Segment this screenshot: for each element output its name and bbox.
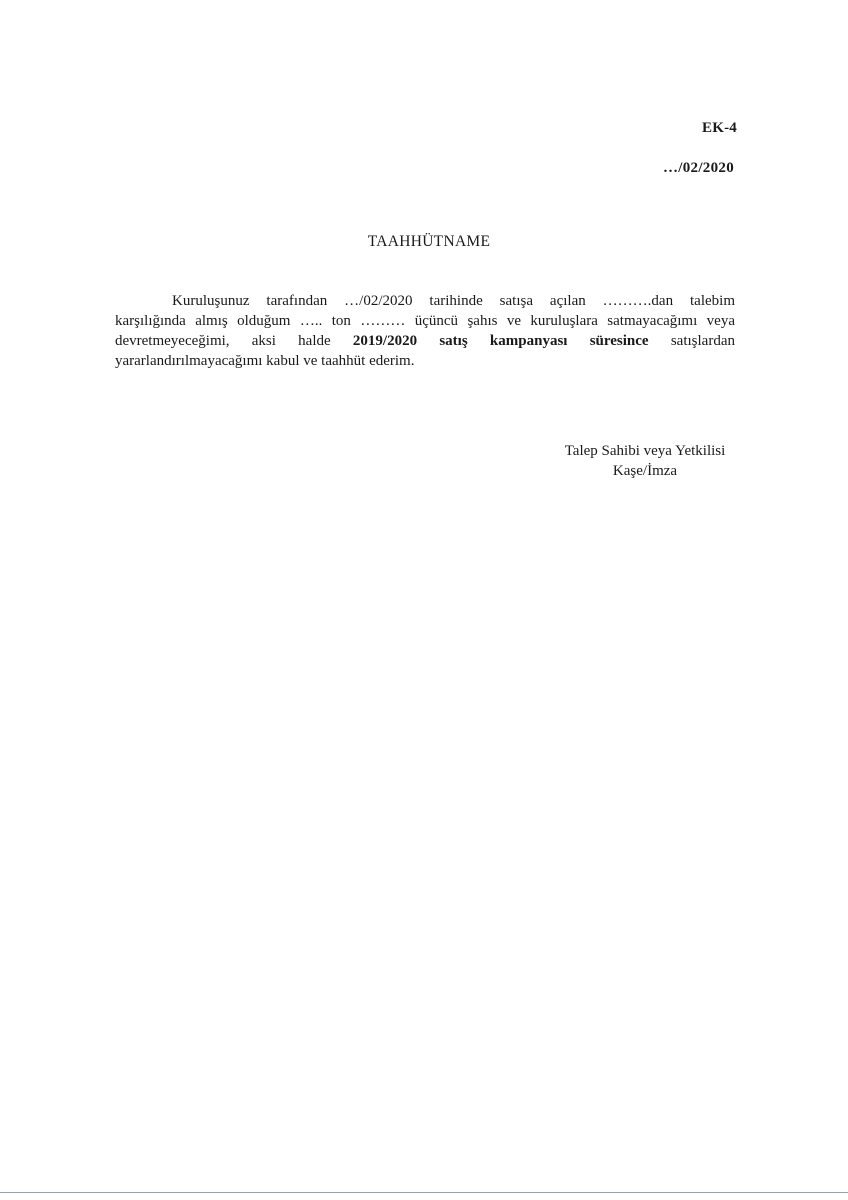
annex-label: EK-4: [702, 120, 737, 136]
campaign-period-emphasis: 2019/2020 satış kampanyası süresince: [352, 333, 649, 349]
paragraph-line-2: karşılığında almış olduğum ….. ton ……… üçüncü şahıs ve kuruluşlara satmayacağımı veya: [115, 313, 735, 329]
commitment-paragraph: [115, 291, 735, 371]
paragraph-line-4: yararlandırılmayacağımı kabul ve taahhüt ederim.: [115, 353, 415, 369]
paragraph-line-3-start: devretmeyeceğimi, aksi halde: [115, 333, 353, 349]
paragraph-line-3: [115, 331, 735, 351]
paragraph-line-1: Kuruluşunuz tarafından …/02/2020 tarihinde satışa açılan ……….dan talebim: [172, 293, 735, 309]
signature-block: [545, 441, 745, 481]
document-title: TAAHHÜTNAME: [367, 233, 491, 250]
paragraph-line-3-end: satışlardan: [648, 333, 735, 349]
signatory-title: Talep Sahibi veya Yetkilisi: [564, 443, 726, 459]
stamp-signature-label: Kaşe/İmza: [612, 463, 678, 479]
document-date: …/02/2020: [662, 160, 734, 176]
page-bottom-edge: [0, 1192, 848, 1193]
